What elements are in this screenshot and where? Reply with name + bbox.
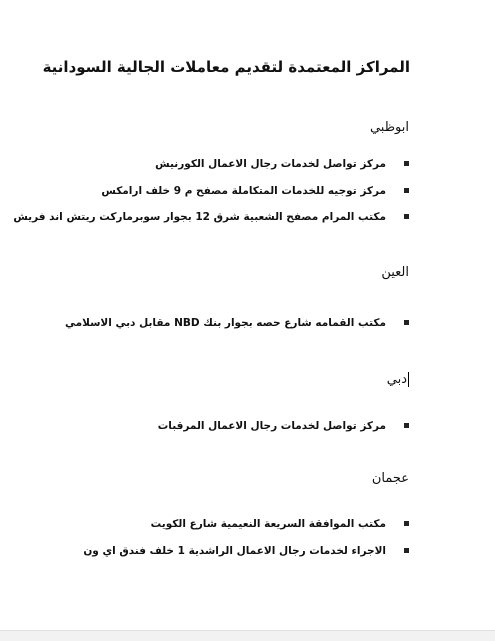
bullet-icon [404, 548, 409, 553]
section-heading-text: دبي [386, 372, 407, 387]
list-item [40, 545, 409, 557]
list-item-text: مكتب المرام مصفح الشعبية شرق 12 بجوار سوبرماركت ريتش اند فريش [13, 211, 386, 223]
bullet-icon [404, 423, 409, 428]
bullet-icon [404, 320, 409, 325]
section-heading-al-ain: العين [381, 265, 409, 280]
document-title: المراكز المعتمدة لتقديم معاملات الجالية السودانية [42, 58, 410, 76]
list-item [40, 185, 409, 197]
page-bottom-edge [0, 630, 495, 641]
list-item-text: مكتب الموافقة السريعة النعيمية شارع الكويت [150, 518, 386, 530]
text-cursor [408, 372, 409, 387]
list-item-text: مركز تواصل لخدمات رجال الاعمال الكورنيش [155, 158, 386, 170]
section-heading-ajman: عجمان [371, 471, 409, 486]
list-item [40, 158, 409, 170]
section-heading-dubai[interactable] [387, 372, 409, 387]
list-item [40, 518, 409, 530]
bullet-icon [404, 161, 409, 166]
bullet-icon [404, 521, 409, 526]
section-heading-abu-dhabi: ابوظبي [369, 120, 409, 135]
list-item-text: مركز توجيه للخدمات المتكاملة مصفح م 9 خلف ارامكس [101, 185, 386, 197]
bullet-icon [404, 214, 409, 219]
list-item-text: الاجراء لخدمات رجال الاعمال الراشدية 1 خلف فندق اي ون [83, 545, 386, 557]
list-item-text: مركز تواصل لخدمات رجال الاعمال المرقبات [157, 420, 386, 432]
bullet-icon [404, 188, 409, 193]
list-item-text: مكتب القمامه شارع حصه بجوار بنك NBD مقابل دبي الاسلامي [65, 317, 386, 329]
list-item [40, 317, 409, 329]
list-item [13, 211, 409, 223]
list-item [40, 420, 409, 432]
